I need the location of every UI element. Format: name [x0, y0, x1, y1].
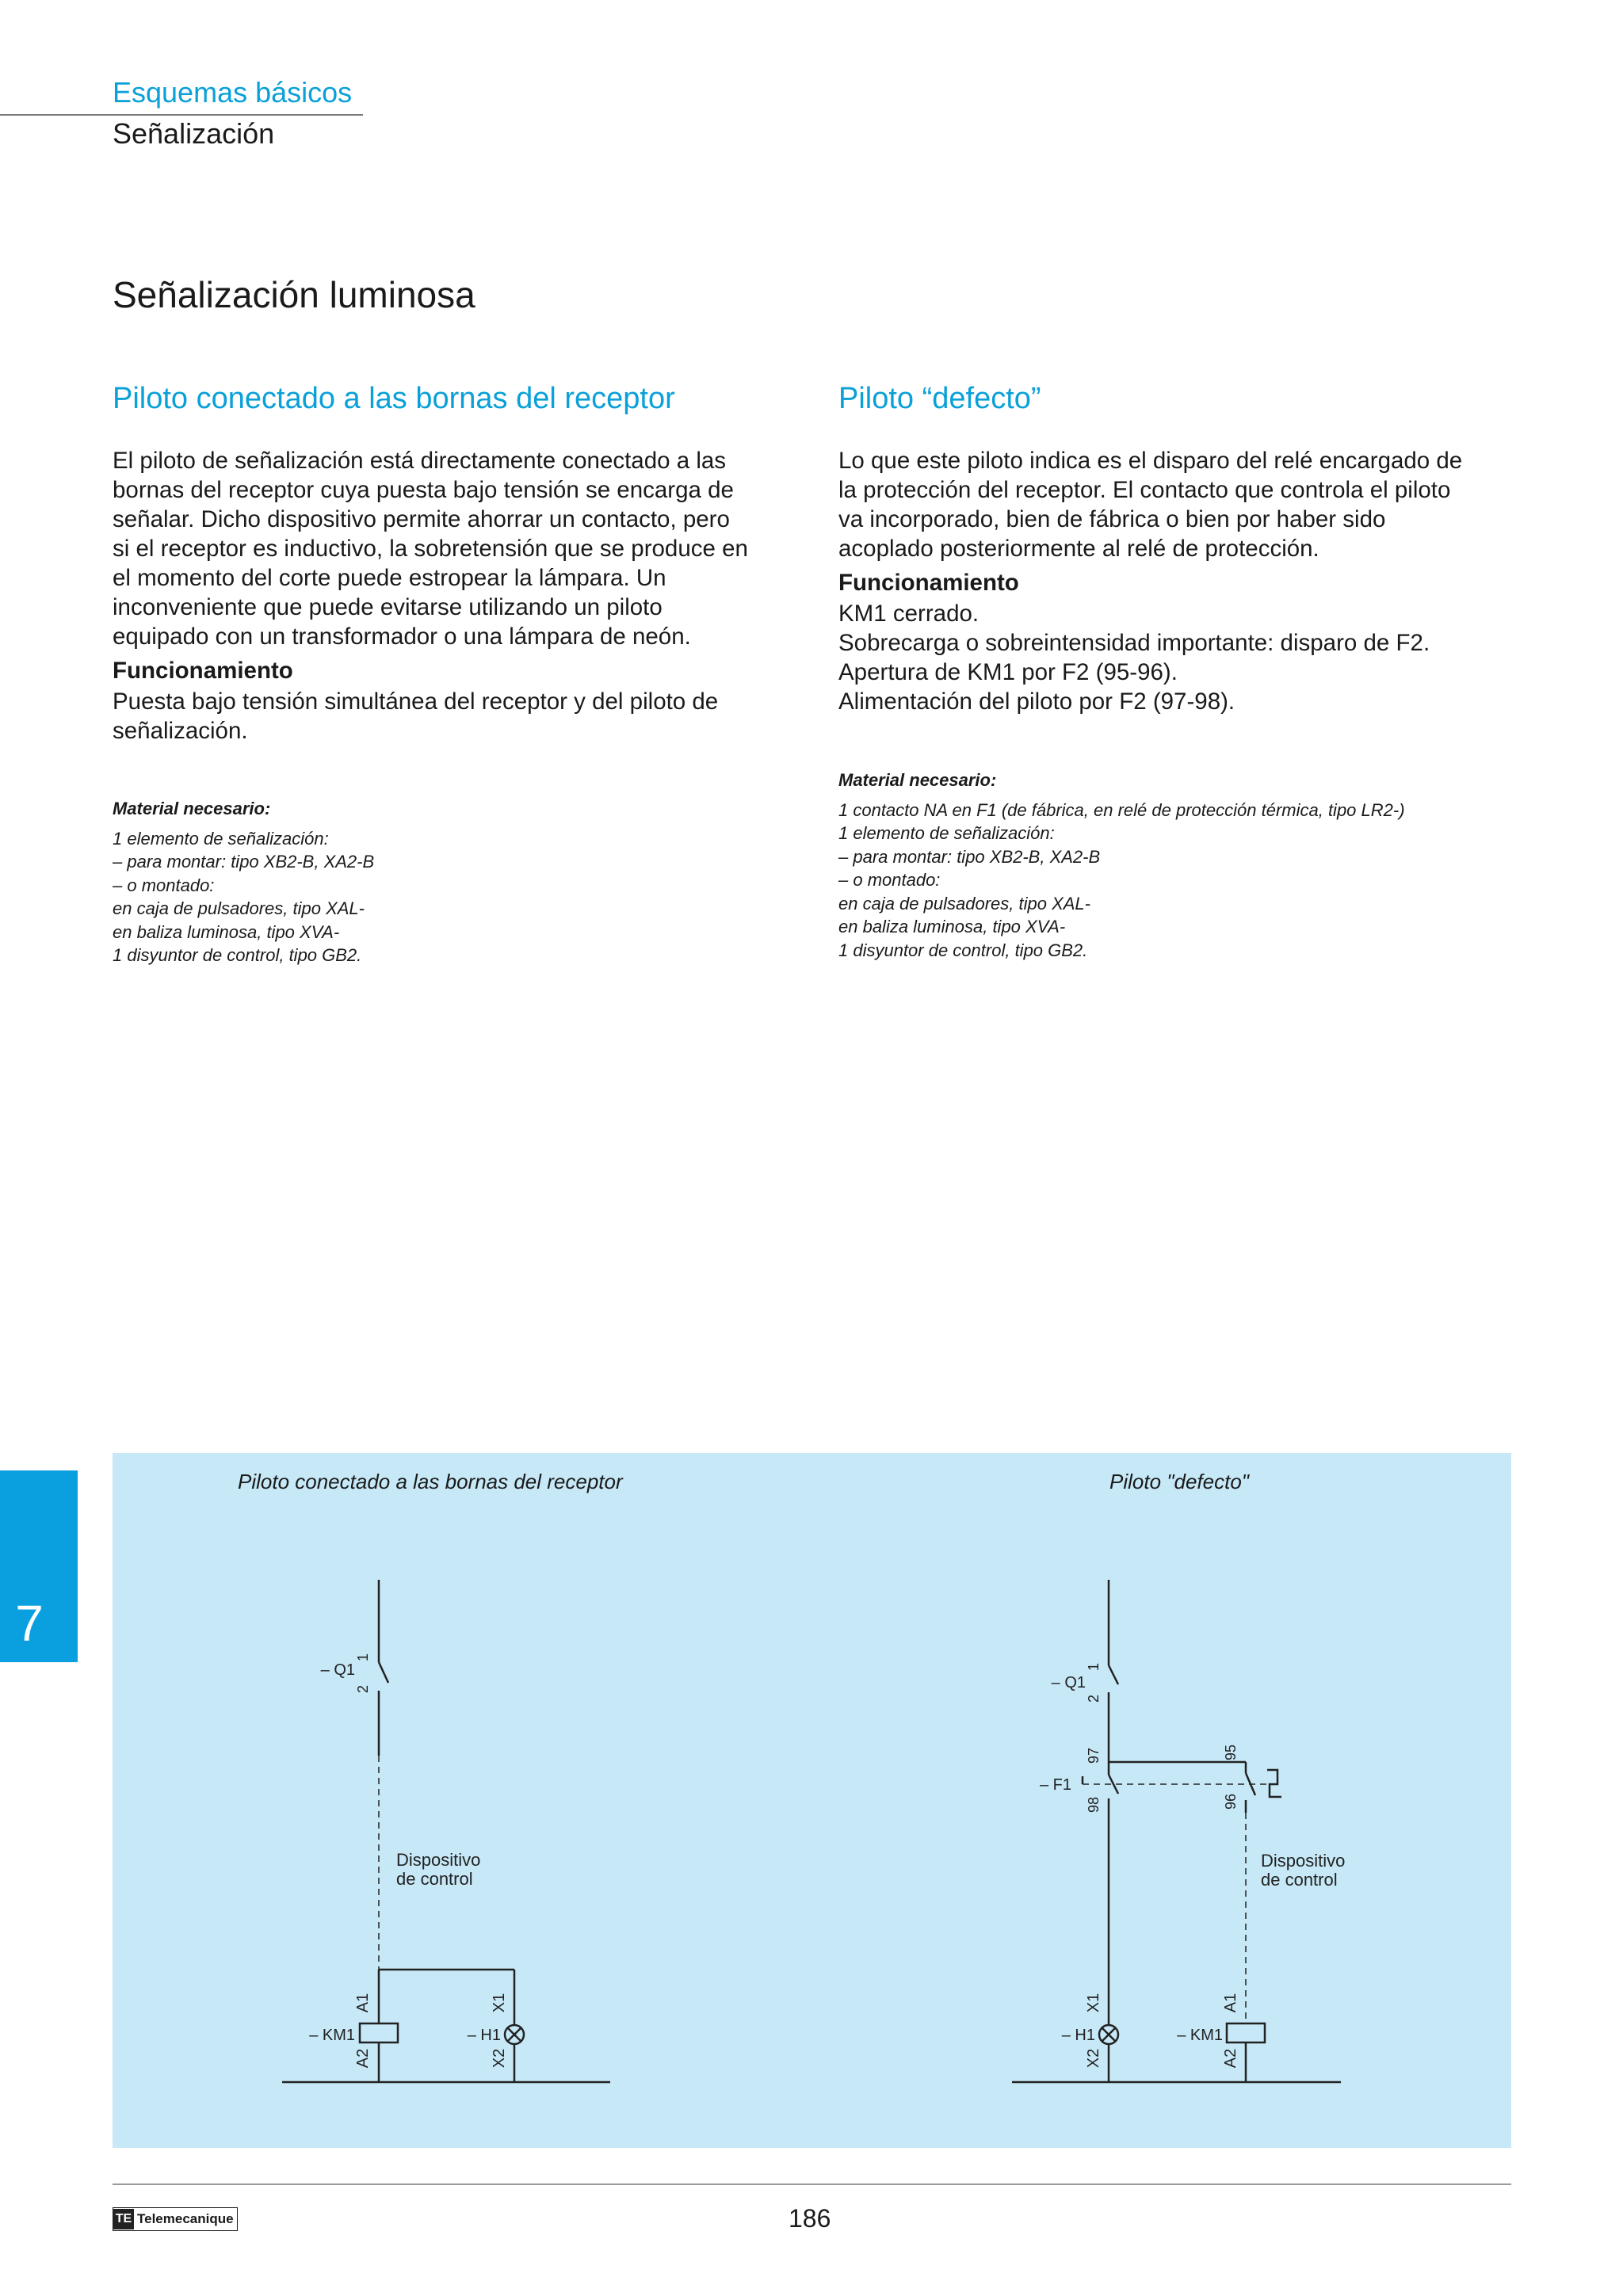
km1-coil	[360, 2023, 398, 2042]
f1-label: – F1	[1039, 1776, 1071, 1794]
km1-a1: A1	[354, 1993, 372, 2013]
brand-name: Telemecanique	[137, 2211, 234, 2226]
f1-terminal-95: 95	[1223, 1744, 1239, 1761]
km1-a2: A2	[354, 2048, 372, 2069]
page-title: Señalización luminosa	[113, 274, 475, 315]
q1-terminal-1: 1	[355, 1653, 371, 1662]
func-line: Sobrecarga o sobreintensidad importante: disparo de F2.	[838, 630, 1430, 656]
material-line: en baliza luminosa, tipo XVA-	[838, 917, 1066, 936]
col2-material	[838, 769, 1405, 962]
func-line: señalización.	[113, 718, 248, 744]
f1-terminal-97: 97	[1086, 1747, 1102, 1764]
q1-label: – Q1	[1051, 1674, 1086, 1691]
left-diagram	[282, 1580, 610, 2082]
func-line: KM1 cerrado.	[838, 601, 980, 627]
material-line: – o montado:	[113, 875, 215, 895]
material-line: – o montado:	[838, 870, 941, 890]
material-line: 1 elemento de señalización:	[113, 828, 329, 849]
h1-x1: X1	[1085, 1993, 1102, 2013]
paragraph-line: si el receptor es inductivo, la sobretensión que se produce en	[113, 536, 748, 562]
figure-caption-right: Piloto "defecto"	[1109, 1470, 1250, 1493]
q1-terminal-2: 2	[355, 1684, 371, 1694]
col1-heading: Piloto conectado a las bornas del receptor	[113, 382, 675, 415]
paragraph-line: señalar. Dicho dispositivo permite ahorrar un contacto, pero	[113, 506, 730, 532]
q1-terminal-1: 1	[1086, 1662, 1102, 1672]
wiring-diagrams	[113, 1453, 1511, 2148]
material-line: 1 contacto NA en F1 (de fábrica, en relé de protección térmica, tipo LR2-)	[838, 799, 1405, 820]
h1-label: – H1	[467, 2027, 501, 2044]
h1-x2: X2	[1085, 2048, 1102, 2069]
q1-contact	[1109, 1665, 1118, 1684]
f1-terminal-98: 98	[1086, 1796, 1102, 1814]
device-label-1: Dispositivo	[1261, 1851, 1346, 1871]
material-title: Material necesario:	[113, 799, 271, 818]
paragraph-line: va incorporado, bien de fábrica o bien por haber sido	[838, 506, 1386, 532]
paragraph-line: el momento del corte puede estropear la lámpara. Un	[113, 565, 666, 591]
material-line: 1 disyuntor de control, tipo GB2.	[838, 940, 1088, 960]
h1-x2: X2	[491, 2048, 508, 2069]
material-line: 1 elemento de señalización:	[838, 823, 1055, 843]
brand-mark-icon: TE	[113, 2209, 134, 2229]
paragraph-line: acoplado posteriormente al relé de protección.	[838, 536, 1319, 562]
col1-material	[113, 797, 374, 967]
thermal-relay-symbol	[1267, 1770, 1281, 1797]
header-rule	[0, 114, 363, 116]
right-diagram	[1012, 1580, 1341, 2082]
q1-terminal-2: 2	[1086, 1694, 1102, 1703]
device-label-2: de control	[1261, 1870, 1338, 1890]
paragraph-line: El piloto de señalización está directamente conectado a las	[113, 448, 727, 474]
func-title: Funcionamiento	[838, 570, 1019, 596]
col2-body	[838, 446, 1462, 716]
km1-label: – KM1	[309, 2027, 355, 2044]
func-line: Puesta bajo tensión simultánea del receptor y del piloto de	[113, 688, 719, 715]
brand-logo	[113, 2207, 238, 2231]
device-label-2: de control	[396, 1869, 473, 1889]
chapter-number: 7	[15, 1595, 44, 1652]
page-number: 186	[789, 2204, 831, 2233]
paragraph-line: Lo que este piloto indica es el disparo del relé encargado de	[838, 448, 1463, 474]
h1-label: – H1	[1061, 2027, 1095, 2044]
paragraph-line: inconveniente que puede evitarse utilizando un piloto	[113, 594, 663, 620]
material-line: en caja de pulsadores, tipo XAL-	[838, 893, 1090, 913]
material-line: en caja de pulsadores, tipo XAL-	[113, 898, 365, 918]
km1-a2: A2	[1222, 2048, 1239, 2069]
material-line: en baliza luminosa, tipo XVA-	[113, 921, 340, 942]
footer-rule	[113, 2183, 1511, 2185]
device-label-1: Dispositivo	[396, 1850, 481, 1870]
func-title: Funcionamiento	[113, 658, 293, 684]
paragraph-line: equipado con un transformador o una lámpara de neón.	[113, 624, 691, 650]
q1-label: – Q1	[320, 1661, 355, 1679]
col2-heading: Piloto “defecto”	[838, 382, 1041, 415]
section-title: Esquemas básicos	[113, 76, 353, 109]
material-line: – para montar: tipo XB2-B, XA2-B	[838, 846, 1101, 867]
km1-coil	[1227, 2023, 1265, 2042]
paragraph-line: bornas del receptor cuya puesta bajo tensión se encarga de	[113, 477, 734, 503]
f1-terminal-96: 96	[1223, 1793, 1239, 1810]
func-line: Apertura de KM1 por F2 (95-96).	[838, 659, 1178, 685]
material-line: 1 disyuntor de control, tipo GB2.	[113, 945, 362, 965]
h1-x1: X1	[491, 1993, 508, 2013]
subsection-title: Señalización	[113, 117, 275, 150]
func-line: Alimentación del piloto por F2 (97-98).	[838, 688, 1235, 715]
material-title: Material necesario:	[838, 770, 997, 790]
figure-caption-left: Piloto conectado a las bornas del receptor	[238, 1470, 623, 1493]
col1-body	[113, 446, 748, 746]
q1-contact	[379, 1662, 388, 1683]
material-line: – para montar: tipo XB2-B, XA2-B	[113, 852, 375, 871]
km1-label: – KM1	[1177, 2027, 1223, 2044]
km1-a1: A1	[1222, 1993, 1239, 2013]
paragraph-line: la protección del receptor. El contacto que controla el piloto	[838, 477, 1451, 503]
